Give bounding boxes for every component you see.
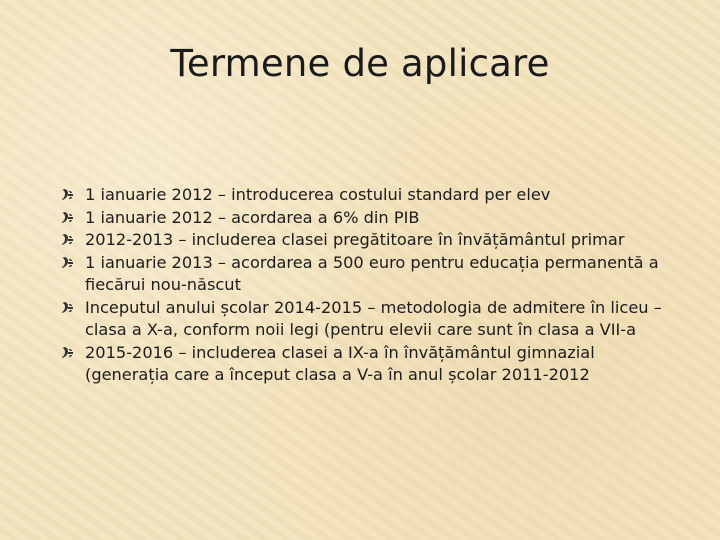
bullet-item [60,252,680,297]
bullet-list [60,184,680,387]
bullet-text: Inceputul anului școlar 2014-2015 – metodologia de admitere în liceu – clasa a X-a, conform noii legi (pentru elevii care sunt în clasa a VII-a [85,297,662,339]
fleuron-bullet-icon [60,346,74,360]
bullet-text: 1 ianuarie 2012 – introducerea costului standard per elev [85,185,551,204]
bullet-text: 2015-2016 – includerea clasei a IX-a în învățământul gimnazial (generația care a început clasa a V-a în anul școlar 2011-2012 [85,342,595,384]
bullet-text: 2012-2013 – includerea clasei pregătitoare în învățământul primar [85,230,625,249]
bullet-item [60,184,680,207]
bullet-item [60,229,680,252]
fleuron-bullet-icon [60,188,74,202]
fleuron-bullet-icon [60,233,74,247]
slide-title: Termene de aplicare [170,42,550,85]
bullet-item [60,207,680,230]
bullet-text: 1 ianuarie 2012 – acordarea a 6% din PIB [85,207,420,227]
fleuron-bullet-icon [60,211,74,225]
bullet-item [60,297,680,342]
bullet-text: 1 ianuarie 2013 – acordarea a 500 euro pentru educația permanentă a fiecărui nou-născut [85,252,659,294]
fleuron-bullet-icon [60,301,74,315]
fleuron-bullet-icon [60,256,74,270]
bullet-item [60,342,680,387]
